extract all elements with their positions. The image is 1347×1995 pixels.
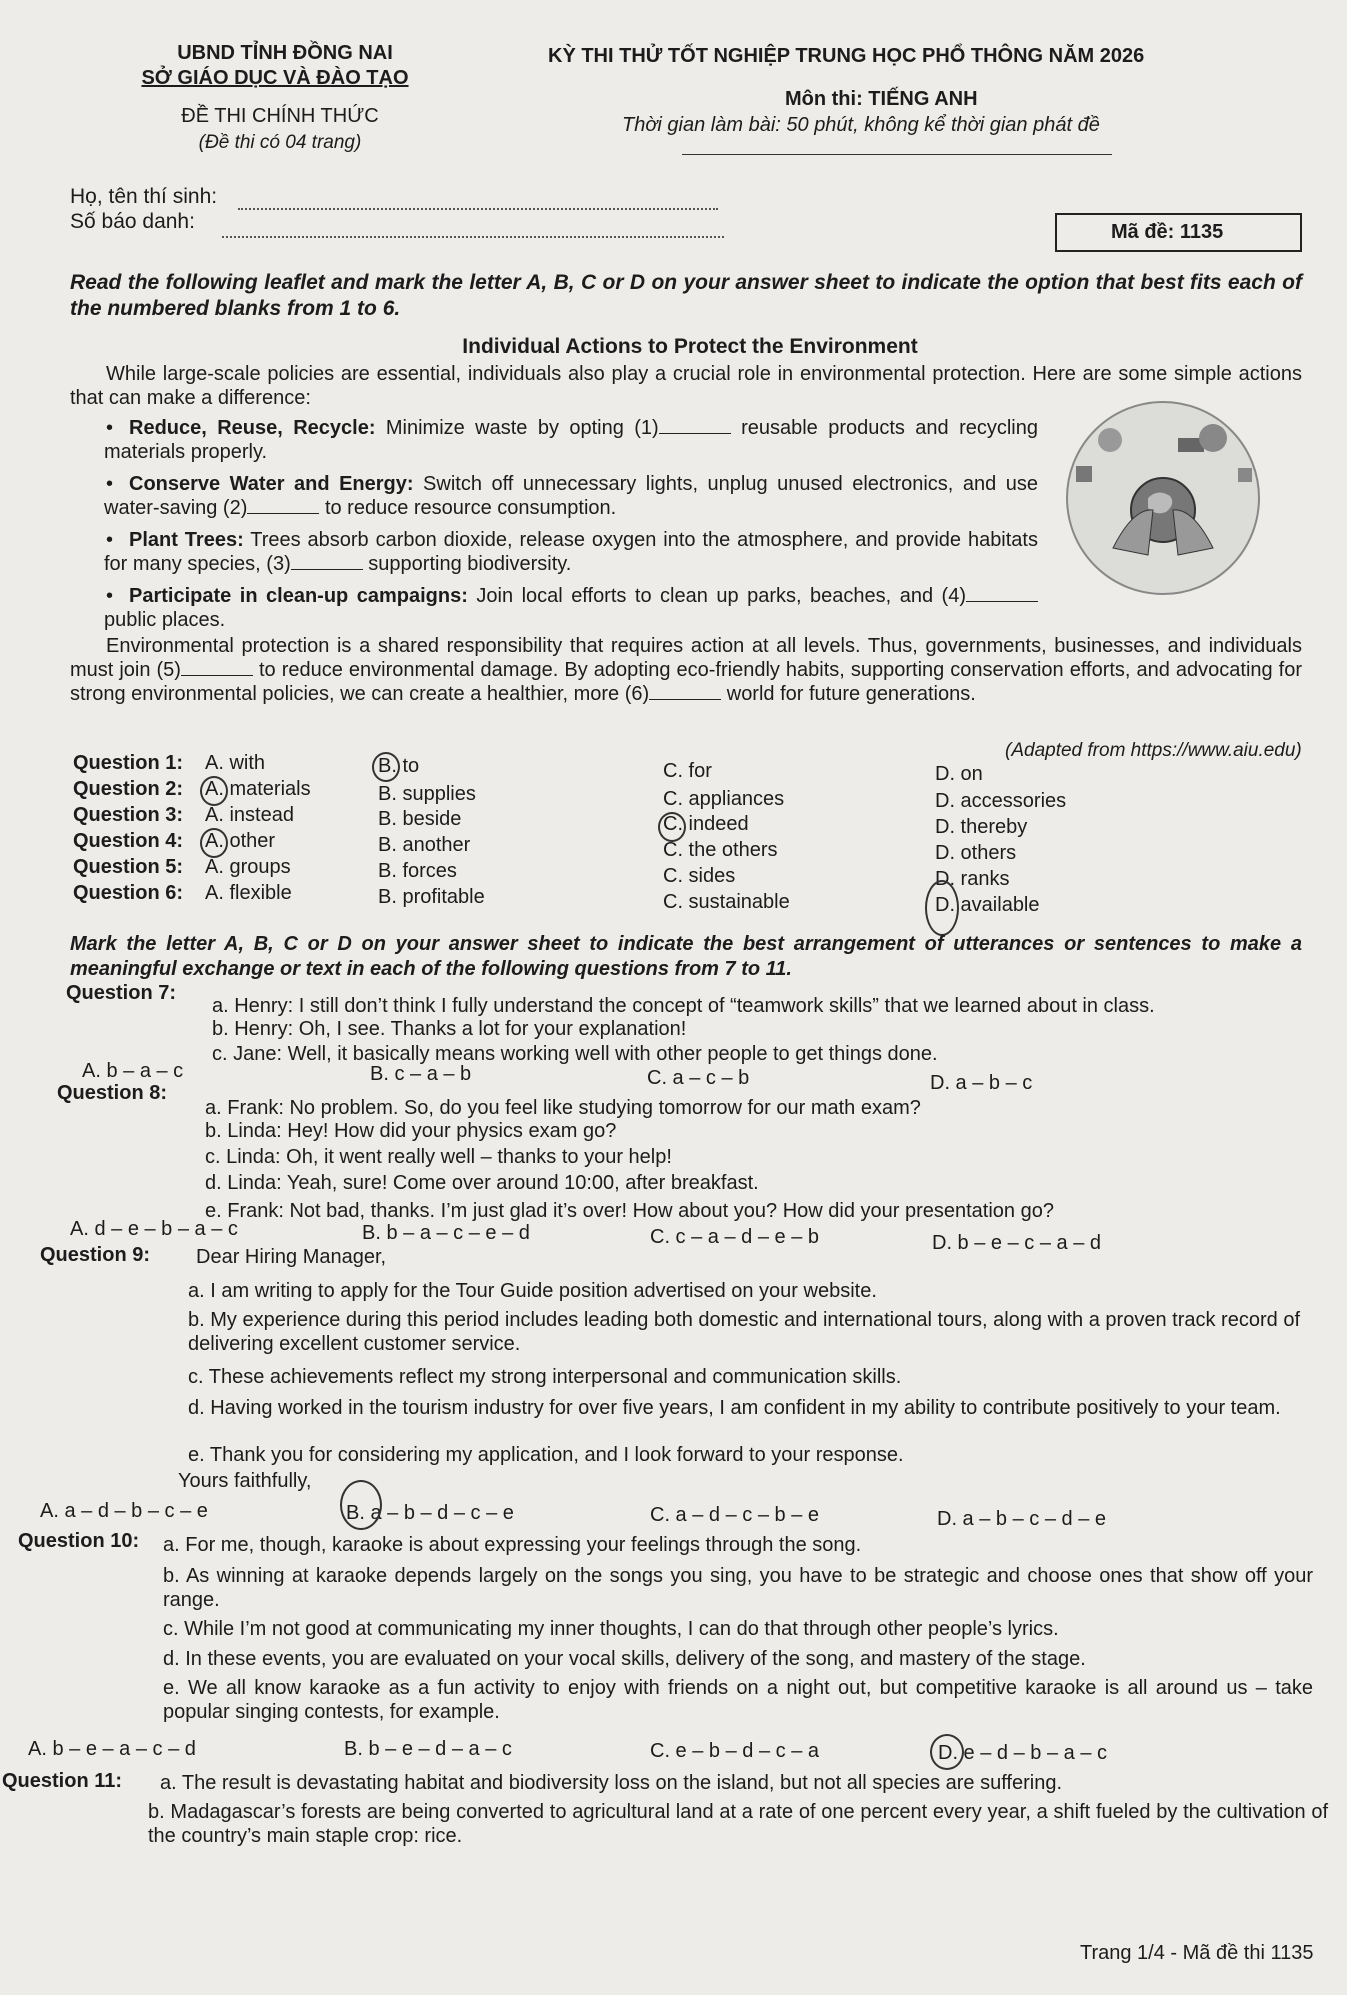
bullet-reduce <box>104 416 1038 464</box>
q1-label: Question 1: <box>73 752 184 774</box>
candidate-name-label: Họ, tên thí sinh: <box>70 185 218 208</box>
q10-option-a[interactable]: A. b – e – a – c – d <box>28 1738 196 1760</box>
q1-option-a[interactable]: A. with <box>205 752 266 774</box>
q9-line-c: c. These achievements reflect my strong interpersonal and communication skills. <box>188 1366 902 1388</box>
closing-text: to reduce environmental damage. By adopting eco-friendly habits, supporting conservation efforts, and advocating for strong environmental policies, we can create a healthier, more (6) <box>70 659 1302 705</box>
q9-option-b[interactable]: B. a – b – d – c – e <box>346 1502 514 1524</box>
bullet-dot <box>106 529 113 551</box>
q8-line-c: c. Linda: Oh, it went really well – thanks to your help! <box>205 1146 672 1168</box>
candidate-id-label: Số báo danh: <box>70 210 195 233</box>
q4-label: Question 4: <box>73 830 184 852</box>
q1-option-b[interactable]: B. to <box>378 755 420 777</box>
blank-6 <box>649 685 721 700</box>
q1-option-d[interactable]: D. on <box>935 763 983 785</box>
q2-option-b[interactable]: B. supplies <box>378 783 476 805</box>
bullet-cleanup <box>104 584 1038 632</box>
q6-option-c[interactable]: C. sustainable <box>663 891 790 913</box>
bullet-text: to reduce resource consumption. <box>319 497 617 519</box>
q8-line-a: a. Frank: No problem. So, do you feel like studying tomorrow for our math exam? <box>205 1097 921 1119</box>
q4-option-a[interactable]: A. other <box>205 830 276 852</box>
answer-mark <box>200 828 228 858</box>
q8-option-b[interactable]: B. b – a – c – e – d <box>362 1222 530 1244</box>
q10-line-c: c. While I’m not good at communicating my inner thoughts, I can do that through other people’s lyrics. <box>163 1618 1059 1640</box>
header-left-line2: SỞ GIÁO DỤC VÀ ĐÀO TẠO <box>141 67 409 89</box>
q2-option-a[interactable]: A. materials <box>205 778 311 800</box>
q7-option-c[interactable]: C. a – c – b <box>647 1067 750 1089</box>
q3-label: Question 3: <box>73 804 184 826</box>
q2-option-c[interactable]: C. appliances <box>663 788 785 810</box>
bullet-head: Reduce, Reuse, Recycle: <box>129 417 376 439</box>
header-right-line2: Môn thi: TIẾNG ANH <box>785 88 978 110</box>
q9-line-e: e. Thank you for considering my application, and I look forward to your response. <box>188 1444 904 1466</box>
bullet-text: Trees absorb carbon dioxide, release oxygen into the atmosphere, and provide habitats for many species, (3) <box>104 529 1038 575</box>
bullet-head: Conserve Water and Energy: <box>129 473 414 495</box>
bullet-dot <box>106 473 113 495</box>
q5-option-a[interactable]: A. groups <box>205 856 291 878</box>
answer-mark <box>372 752 400 782</box>
q6-option-d[interactable]: D. available <box>935 894 1040 916</box>
blank-4 <box>966 587 1038 602</box>
q8-line-d: d. Linda: Yeah, sure! Come over around 10:00, after breakfast. <box>205 1172 759 1194</box>
blank-5 <box>181 661 253 676</box>
q3-option-b[interactable]: B. beside <box>378 808 462 830</box>
q7-label: Question 7: <box>66 982 177 1004</box>
q9-option-c[interactable]: C. a – d – c – b – e <box>650 1504 819 1526</box>
answer-mark <box>200 776 228 806</box>
blank-2 <box>247 499 319 514</box>
section2-instruction: Mark the letter A, B, C or D on your answer sheet to indicate the best arrangement of utterances or sentences to make a meaningful exchange or text in each of the following questions from 7 to 11. <box>70 933 1302 980</box>
q8-option-c[interactable]: C. c – a – d – e – b <box>650 1226 819 1248</box>
q4-option-d[interactable]: D. others <box>935 842 1017 864</box>
q4-option-b[interactable]: B. another <box>378 834 471 856</box>
q3-option-c[interactable]: C. indeed <box>663 813 749 835</box>
q6-option-a[interactable]: A. flexible <box>205 882 292 904</box>
bullet-text: public places. <box>104 609 226 631</box>
q8-line-e: e. Frank: Not bad, thanks. I’m just glad it’s over! How about you? How did your presentation go? <box>205 1200 1054 1222</box>
q7-line-c: c. Jane: Well, it basically means working well with other people to get things done. <box>212 1043 938 1065</box>
q9-line-b: b. My experience during this period includes leading both domestic and international tours, along with a proven track record of delivering excellent customer service. <box>188 1309 1300 1355</box>
q9-closing: Yours faithfully, <box>178 1470 312 1492</box>
q2-option-d[interactable]: D. accessories <box>935 790 1067 812</box>
q9-line-a: a. I am writing to apply for the Tour Guide position advertised on your website. <box>188 1280 877 1302</box>
q5-option-c[interactable]: C. sides <box>663 865 736 887</box>
q5-option-b[interactable]: B. forces <box>378 860 457 882</box>
bullet-head: Participate in clean-up campaigns: <box>129 585 468 607</box>
bullet-text: reusable products and recycling materials properly. <box>104 417 1038 463</box>
bullet-dot <box>106 417 113 439</box>
q7-option-a[interactable]: A. b – a – c <box>82 1060 184 1082</box>
earth-hands-icon <box>1058 398 1268 598</box>
blank-3 <box>291 555 363 570</box>
environment-illustration <box>1058 398 1268 598</box>
q4-option-c[interactable]: C. the others <box>663 839 778 861</box>
closing-text: Environmental protection is a shared responsibility that requires action at all levels. Thus, governments, businesses, and individuals must join (5) <box>70 635 1302 681</box>
page-footer: Trang 1/4 - Mã đề thi 1135 <box>1080 1942 1314 1964</box>
q7-line-b: b. Henry: Oh, I see. Thanks a lot for your explanation! <box>212 1018 687 1040</box>
q10-label: Question 10: <box>18 1530 140 1552</box>
bullet-head: Plant Trees: <box>129 529 244 551</box>
q6-label: Question 6: <box>73 882 184 904</box>
header-left-line3: ĐỀ THI CHÍNH THỨC <box>181 105 379 127</box>
candidate-id-line <box>222 236 724 238</box>
q9-label: Question 9: <box>40 1244 151 1266</box>
q10-option-c[interactable]: C. e – b – d – c – a <box>650 1740 819 1762</box>
q9-greeting: Dear Hiring Manager, <box>196 1246 387 1268</box>
q10-option-b[interactable]: B. b – e – d – a – c <box>344 1738 512 1760</box>
q8-option-a[interactable]: A. d – e – b – a – c <box>70 1218 238 1240</box>
q10-line-a: a. For me, though, karaoke is about expressing your feelings through the song. <box>163 1534 862 1556</box>
q3-option-a[interactable]: A. instead <box>205 804 294 826</box>
answer-mark <box>930 1734 964 1770</box>
closing-text: world for future generations. <box>721 683 976 705</box>
q8-option-d[interactable]: D. b – e – c – a – d <box>932 1232 1101 1254</box>
blank-1 <box>659 419 731 434</box>
header-right-line1: KỲ THI THỬ TỐT NGHIỆP TRUNG HỌC PHỔ THÔNG NĂM 2026 <box>548 45 1145 67</box>
bullet-text: Switch off unnecessary lights, unplug unused electronics, and use water-saving (2) <box>104 473 1038 519</box>
q9-option-d[interactable]: D. a – b – c – d – e <box>937 1508 1106 1530</box>
q2-label: Question 2: <box>73 778 184 800</box>
candidate-name-line <box>238 208 718 210</box>
q8-label: Question 8: <box>57 1082 168 1104</box>
bullet-plant <box>104 528 1038 576</box>
leaflet-title: Individual Actions to Protect the Environment <box>462 335 918 358</box>
q10-line-b: b. As winning at karaoke depends largely on the songs you sing, you have to be strategic and choose ones that show off your range. <box>163 1565 1313 1611</box>
exam-code-box <box>1055 213 1302 252</box>
header-left-line4: (Đề thi có 04 trang) <box>198 132 362 153</box>
exam-code-label: Mã đề: 1135 <box>1111 221 1224 243</box>
bullet-text: Join local efforts to clean up parks, beaches, and (4) <box>467 585 966 607</box>
q11-line-b: b. Madagascar’s forests are being converted to agricultural land at a rate of one percent every year, a shift fueled by the cultivation of the country’s main staple crop: rice. <box>148 1801 1328 1847</box>
q3-option-d[interactable]: D. thereby <box>935 816 1028 838</box>
q11-line-a: a. The result is devastating habitat and biodiversity loss on the island, but not all species are suffering. <box>160 1772 1063 1794</box>
q10-line-d: d. In these events, you are evaluated on your vocal skills, delivery of the song, and mastery of the stage. <box>163 1648 1086 1670</box>
answer-mark <box>340 1480 382 1530</box>
q7-line-a: a. Henry: I still don’t think I fully understand the concept of “teamwork skills” that we learned about in class. <box>212 995 1155 1017</box>
header-left-line1: UBND TỈNH ĐỒNG NAI <box>177 42 393 64</box>
bullet-text: supporting biodiversity. <box>362 553 572 575</box>
q9-option-a[interactable]: A. a – d – b – c – e <box>40 1500 208 1522</box>
q6-option-b[interactable]: B. profitable <box>378 886 485 908</box>
answer-mark <box>925 880 959 936</box>
q7-option-b[interactable]: B. c – a – b <box>370 1063 472 1085</box>
bullet-dot <box>106 585 113 607</box>
q10-option-d[interactable]: D. e – d – b – a – c <box>938 1742 1107 1764</box>
answer-mark <box>658 812 686 842</box>
bullet-conserve <box>104 472 1038 520</box>
q9-line-d: d. Having worked in the tourism industry for over five years, I am confident in my ability to contribute positively to your team. <box>188 1397 1281 1419</box>
leaflet-source: (Adapted from https://www.aiu.edu) <box>1005 740 1302 761</box>
q5-option-d[interactable]: D. ranks <box>935 868 1010 890</box>
leaflet-closing <box>70 634 1302 706</box>
q10-line-e: e. We all know karaoke as a fun activity to enjoy with friends on a night out, but competitive karaoke is all around us – take popular singing contests, for example. <box>163 1677 1313 1723</box>
section1-instruction: Read the following leaflet and mark the letter A, B, C or D on your answer sheet to indicate the option that best fits each of the numbered blanks from 1 to 6. <box>70 271 1302 320</box>
q5-label: Question 5: <box>73 856 184 878</box>
q7-option-d[interactable]: D. a – b – c <box>930 1072 1033 1094</box>
q11-label: Question 11: <box>2 1770 123 1792</box>
bullet-text: Minimize waste by opting (1) <box>375 417 659 439</box>
header-right-line3: Thời gian làm bài: 50 phút, không kể thời gian phát đề <box>622 114 1100 136</box>
q8-line-b: b. Linda: Hey! How did your physics exam go? <box>205 1120 617 1142</box>
leaflet-intro: While large-scale policies are essential, individuals also play a crucial role in environmental protection. Here are some simple actions that can make a difference: <box>70 363 1302 409</box>
header-divider <box>682 154 1112 155</box>
q1-option-c[interactable]: C. for <box>663 760 712 782</box>
